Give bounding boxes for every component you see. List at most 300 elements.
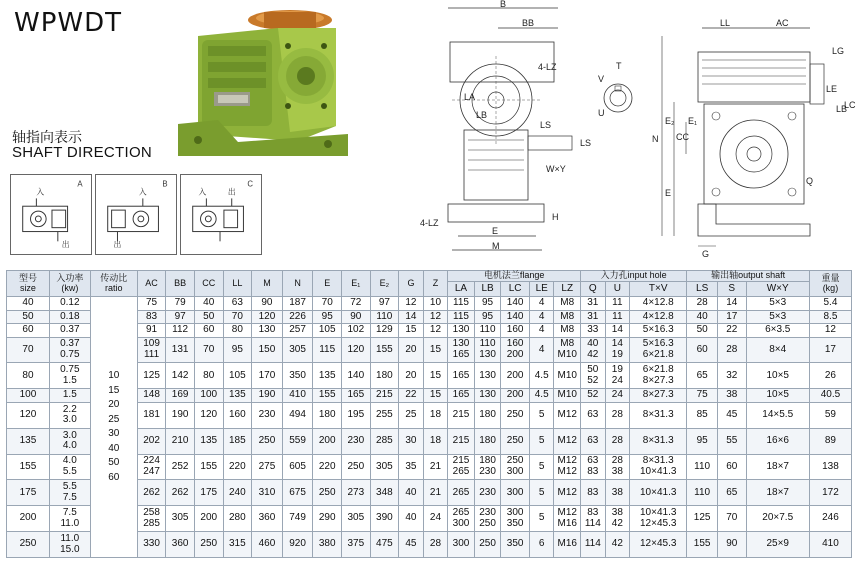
dim-e: E <box>492 226 499 236</box>
cell-cc: 120 <box>194 402 223 428</box>
dim-q: Q <box>806 176 814 186</box>
cell-u: 19 24 <box>605 363 630 389</box>
header-power: 入功率 (kw) <box>49 271 90 297</box>
cell-cc: 250 <box>194 532 223 558</box>
cell-size: 70 <box>7 337 50 363</box>
cell-lz: M12 <box>554 402 581 428</box>
cell-size: 100 <box>7 389 50 403</box>
dim-b: B <box>500 0 507 9</box>
direction-c-in: 入 <box>198 187 207 197</box>
cell-cc: 70 <box>194 337 223 363</box>
header-n: N <box>282 271 313 297</box>
cell-lc: 300 350 <box>501 506 530 532</box>
cell-s: 70 <box>717 506 746 532</box>
cell-le: 4.5 <box>529 389 554 403</box>
cell-q: 83 <box>581 480 606 506</box>
cell-e: 180 <box>313 402 342 428</box>
dim-lb-side: LB <box>836 104 848 114</box>
direction-c-out: 出 <box>227 187 236 197</box>
cell-ls: 75 <box>687 389 718 403</box>
header-input-group: 入力孔input hole <box>581 271 687 282</box>
cell-m: 460 <box>252 532 283 558</box>
cell-z: 24 <box>423 506 448 532</box>
shaft-direction-a <box>10 174 92 255</box>
dim-g: G <box>702 249 710 259</box>
cell-e2: 215 <box>370 389 399 403</box>
cell-wy: 10×5 <box>746 363 809 389</box>
shaft-direction-c <box>180 174 262 255</box>
cell-q: 63 <box>581 402 606 428</box>
cell-bb: 142 <box>166 363 195 389</box>
cell-tv: 8×27.3 <box>630 389 687 403</box>
dim-bb: BB <box>522 18 535 28</box>
cell-wy: 5×3 <box>746 297 809 311</box>
header-s: S <box>717 282 746 297</box>
cell-ac: 330 <box>137 532 166 558</box>
cell-ac: 181 <box>137 402 166 428</box>
cell-lb: 130 <box>474 389 501 403</box>
cell-kg: 172 <box>809 480 851 506</box>
cell-lb: 110 <box>474 324 501 338</box>
header-e: E <box>313 271 342 297</box>
cell-tv: 4×12.8 <box>630 310 687 324</box>
cell-u: 11 <box>605 297 630 311</box>
cell-e1: 273 <box>342 480 371 506</box>
cell-e1: 165 <box>342 389 371 403</box>
header-ls: LS <box>687 282 718 297</box>
cell-e1: 375 <box>342 532 371 558</box>
cell-ls: 40 <box>687 310 718 324</box>
cell-e: 135 <box>313 363 342 389</box>
cell-u: 28 <box>605 428 630 454</box>
cell-bb: 262 <box>166 480 195 506</box>
cell-e1: 140 <box>342 363 371 389</box>
cell-le: 5 <box>529 402 554 428</box>
cell-e1: 305 <box>342 506 371 532</box>
cell-g: 40 <box>399 506 424 532</box>
cell-q: 31 <box>581 297 606 311</box>
cell-m: 130 <box>252 324 283 338</box>
cell-s: 22 <box>717 324 746 338</box>
cell-bb: 305 <box>166 506 195 532</box>
cell-s: 65 <box>717 480 746 506</box>
header-le: LE <box>529 282 554 297</box>
cell-e1: 102 <box>342 324 371 338</box>
label-v: V <box>598 74 605 84</box>
cell-s: 60 <box>717 454 746 480</box>
cell-m: 120 <box>252 310 283 324</box>
cell-tv: 10×41.3 <box>630 480 687 506</box>
cell-lb: 110 130 <box>474 337 501 363</box>
cell-e2: 390 <box>370 506 399 532</box>
header-u: U <box>605 282 630 297</box>
cell-ls: 85 <box>687 402 718 428</box>
cell-e2: 475 <box>370 532 399 558</box>
cell-g: 20 <box>399 337 424 363</box>
cell-lz: M12 <box>554 480 581 506</box>
header-ll: LL <box>223 271 252 297</box>
cell-e1: 195 <box>342 402 371 428</box>
cell-e: 70 <box>313 297 342 311</box>
cell-tv: 8×31.3 <box>630 402 687 428</box>
cell-e2: 110 <box>370 310 399 324</box>
cell-wy: 16×6 <box>746 428 809 454</box>
direction-a-letter: A <box>77 179 83 189</box>
cell-kg: 89 <box>809 428 851 454</box>
cell-e: 380 <box>313 532 342 558</box>
cell-e1: 120 <box>342 337 371 363</box>
cell-size: 135 <box>7 428 50 454</box>
cell-u: 42 <box>605 532 630 558</box>
cell-n: 257 <box>282 324 313 338</box>
cell-kg: 59 <box>809 402 851 428</box>
cell-lc: 160 200 <box>501 337 530 363</box>
cell-le: 4.5 <box>529 363 554 389</box>
cell-u: 14 <box>605 324 630 338</box>
cell-lz: M10 <box>554 363 581 389</box>
cell-n: 226 <box>282 310 313 324</box>
cell-m: 250 <box>252 428 283 454</box>
cell-power: 7.5 11.0 <box>49 506 90 532</box>
cell-bb: 210 <box>166 428 195 454</box>
cell-size: 80 <box>7 363 50 389</box>
cell-m: 310 <box>252 480 283 506</box>
cell-lz: M16 <box>554 532 581 558</box>
cell-kg: 40.5 <box>809 389 851 403</box>
header-output-group: 输出轴output shaft <box>687 271 810 282</box>
dim-lg: LG <box>832 46 845 56</box>
header-size: 型号 size <box>7 271 50 297</box>
cell-bb: 79 <box>166 297 195 311</box>
cell-la: 265 <box>448 480 475 506</box>
cell-lc: 250 300 <box>501 454 530 480</box>
cell-la: 130 165 <box>448 337 475 363</box>
spec-table-body <box>7 297 852 558</box>
cell-e: 155 <box>313 389 342 403</box>
cell-ac: 258 285 <box>137 506 166 532</box>
header-cc: CC <box>194 271 223 297</box>
cell-lb: 95 <box>474 297 501 311</box>
cell-e2: 180 <box>370 363 399 389</box>
dim-ac: AC <box>776 18 789 28</box>
cell-lz: M12 <box>554 428 581 454</box>
spec-table-container <box>6 270 852 558</box>
cell-lc: 200 <box>501 389 530 403</box>
cell-ls: 65 <box>687 363 718 389</box>
cell-n: 605 <box>282 454 313 480</box>
cell-le: 4 <box>529 337 554 363</box>
dim-le: LE <box>826 84 838 94</box>
cell-e1: 72 <box>342 297 371 311</box>
cell-e1: 90 <box>342 310 371 324</box>
cell-z: 10 <box>423 297 448 311</box>
cell-ls: 60 <box>687 337 718 363</box>
cell-bb: 169 <box>166 389 195 403</box>
dim-lc-side: LC <box>844 100 856 110</box>
cell-size: 40 <box>7 297 50 311</box>
cell-ac: 148 <box>137 389 166 403</box>
front-view-drawing <box>418 0 598 258</box>
header-z: Z <box>423 271 448 297</box>
cell-lc: 300 <box>501 480 530 506</box>
label-ls: LS <box>540 120 552 130</box>
cell-m: 150 <box>252 337 283 363</box>
cell-z: 18 <box>423 402 448 428</box>
cell-tv: 8×31.3 10×41.3 <box>630 454 687 480</box>
cell-power: 5.5 7.5 <box>49 480 90 506</box>
label-t: T <box>616 61 622 71</box>
cell-lb: 230 <box>474 480 501 506</box>
cell-g: 14 <box>399 310 424 324</box>
cell-kg: 410 <box>809 532 851 558</box>
cell-n: 305 <box>282 337 313 363</box>
cell-size: 250 <box>7 532 50 558</box>
cell-bb: 97 <box>166 310 195 324</box>
cell-lz: M12 M12 <box>554 454 581 480</box>
cell-wy: 6×3.5 <box>746 324 809 338</box>
cell-ac: 262 <box>137 480 166 506</box>
cell-lz: M12 M16 <box>554 506 581 532</box>
cell-power: 0.37 0.75 <box>49 337 90 363</box>
cell-ls: 110 <box>687 480 718 506</box>
cell-la: 115 <box>448 297 475 311</box>
cell-le: 5 <box>529 454 554 480</box>
cell-z: 15 <box>423 363 448 389</box>
cell-power: 2.2 3.0 <box>49 402 90 428</box>
cell-kg: 246 <box>809 506 851 532</box>
header-m: M <box>252 271 283 297</box>
cell-ll: 220 <box>223 454 252 480</box>
cell-bb: 360 <box>166 532 195 558</box>
dim-e2: E₂ <box>665 116 675 126</box>
cell-u: 28 38 <box>605 454 630 480</box>
cell-ac: 125 <box>137 363 166 389</box>
cell-lb: 250 <box>474 532 501 558</box>
cell-s: 17 <box>717 310 746 324</box>
cell-lz: M8 <box>554 310 581 324</box>
cell-e2: 155 <box>370 337 399 363</box>
dim-e-side: E <box>665 188 672 198</box>
header-weight: 重量 (kg) <box>809 271 851 297</box>
gearbox-image <box>178 6 374 166</box>
cell-kg: 12 <box>809 324 851 338</box>
cell-z: 12 <box>423 310 448 324</box>
cell-n: 187 <box>282 297 313 311</box>
cell-s: 45 <box>717 402 746 428</box>
shaft-direction-en: SHAFT DIRECTION <box>12 144 153 161</box>
cell-q: 50 52 <box>581 363 606 389</box>
cell-power: 0.37 <box>49 324 90 338</box>
cell-s: 32 <box>717 363 746 389</box>
cell-e1: 250 <box>342 454 371 480</box>
header-lb: LB <box>474 282 501 297</box>
cell-u: 38 42 <box>605 506 630 532</box>
direction-b-in: 入 <box>138 187 147 197</box>
cell-bb: 190 <box>166 402 195 428</box>
cell-size: 50 <box>7 310 50 324</box>
cell-z: 18 <box>423 428 448 454</box>
cell-ls: 95 <box>687 428 718 454</box>
cell-ll: 185 <box>223 428 252 454</box>
cell-lc: 350 <box>501 532 530 558</box>
cell-g: 40 <box>399 480 424 506</box>
header-q: Q <box>581 282 606 297</box>
cell-n: 920 <box>282 532 313 558</box>
cell-u: 24 <box>605 389 630 403</box>
cell-ac: 224 247 <box>137 454 166 480</box>
cell-bb: 252 <box>166 454 195 480</box>
cell-e: 105 <box>313 324 342 338</box>
header-la: LA <box>448 282 475 297</box>
header-g: G <box>399 271 424 297</box>
label-4-lz-top: 4-LZ <box>538 62 557 72</box>
cell-ll: 63 <box>223 297 252 311</box>
cell-ac: 83 <box>137 310 166 324</box>
cell-n: 350 <box>282 363 313 389</box>
cell-z: 21 <box>423 454 448 480</box>
cell-power: 0.18 <box>49 310 90 324</box>
cell-lb: 180 230 <box>474 454 501 480</box>
cell-g: 15 <box>399 324 424 338</box>
cell-wy: 20×7.5 <box>746 506 809 532</box>
cell-q: 63 83 <box>581 454 606 480</box>
label-la: LA <box>464 92 476 102</box>
cell-tv: 8×31.3 <box>630 428 687 454</box>
cell-power: 1.5 <box>49 389 90 403</box>
cell-cc: 135 <box>194 428 223 454</box>
cell-e: 290 <box>313 506 342 532</box>
cell-tv: 5×16.3 <box>630 324 687 338</box>
cell-lc: 200 <box>501 363 530 389</box>
cell-wy: 10×5 <box>746 389 809 403</box>
cell-s: 55 <box>717 428 746 454</box>
cell-e1: 230 <box>342 428 371 454</box>
cell-la: 165 <box>448 389 475 403</box>
spec-table <box>6 270 852 558</box>
cell-e: 200 <box>313 428 342 454</box>
cell-e: 115 <box>313 337 342 363</box>
direction-a-out: 出 <box>61 240 70 250</box>
cell-u: 11 <box>605 310 630 324</box>
direction-c-letter: C <box>247 179 253 189</box>
header-ratio: 传动比 ratio <box>90 271 137 297</box>
cell-la: 215 <box>448 402 475 428</box>
cell-e: 95 <box>313 310 342 324</box>
cell-kg: 26 <box>809 363 851 389</box>
cell-le: 6 <box>529 532 554 558</box>
header-lc: LC <box>501 282 530 297</box>
cell-ll: 95 <box>223 337 252 363</box>
cell-ll: 280 <box>223 506 252 532</box>
cell-le: 4 <box>529 310 554 324</box>
cell-g: 22 <box>399 389 424 403</box>
cell-wy: 25×9 <box>746 532 809 558</box>
header-e1: E₁ <box>342 271 371 297</box>
dim-h: H <box>552 212 559 222</box>
cell-e: 250 <box>313 480 342 506</box>
cell-la: 165 <box>448 363 475 389</box>
cell-wy: 18×7 <box>746 480 809 506</box>
cell-z: 15 <box>423 389 448 403</box>
cell-lb: 180 <box>474 428 501 454</box>
cell-tv: 10×41.3 12×45.3 <box>630 506 687 532</box>
cell-z: 21 <box>423 480 448 506</box>
cell-ll: 105 <box>223 363 252 389</box>
cell-tv: 6×21.8 8×27.3 <box>630 363 687 389</box>
label-wxy: W×Y <box>546 164 566 174</box>
page-title: WPWDT <box>14 8 122 38</box>
cell-le: 4 <box>529 324 554 338</box>
cell-cc: 100 <box>194 389 223 403</box>
cell-la: 215 <box>448 428 475 454</box>
keyway-drawing <box>598 60 638 130</box>
dim-e1: E₁ <box>688 116 698 126</box>
cell-cc: 155 <box>194 454 223 480</box>
cell-ll: 160 <box>223 402 252 428</box>
cell-cc: 50 <box>194 310 223 324</box>
cell-size: 60 <box>7 324 50 338</box>
cell-q: 33 <box>581 324 606 338</box>
cell-ls: 110 <box>687 454 718 480</box>
cell-ll: 240 <box>223 480 252 506</box>
cell-ac: 109 111 <box>137 337 166 363</box>
cell-lc: 140 <box>501 297 530 311</box>
cell-ll: 70 <box>223 310 252 324</box>
cell-ls: 28 <box>687 297 718 311</box>
cell-e: 220 <box>313 454 342 480</box>
cell-g: 12 <box>399 297 424 311</box>
cell-wy: 18×7 <box>746 454 809 480</box>
header-txv: T×V <box>630 282 687 297</box>
cell-le: 5 <box>529 428 554 454</box>
header-lz: LZ <box>554 282 581 297</box>
side-view-drawing <box>640 12 854 260</box>
cell-u: 38 <box>605 480 630 506</box>
header-wxy: W×Y <box>746 282 809 297</box>
cell-lb: 95 <box>474 310 501 324</box>
cell-s: 14 <box>717 297 746 311</box>
cell-la: 265 300 <box>448 506 475 532</box>
cell-ac: 91 <box>137 324 166 338</box>
cell-e2: 305 <box>370 454 399 480</box>
cell-le: 4 <box>529 297 554 311</box>
cell-g: 20 <box>399 363 424 389</box>
table-row <box>7 297 852 311</box>
cell-lz: M8 M10 <box>554 337 581 363</box>
cell-kg: 8.5 <box>809 310 851 324</box>
direction-b-out: 出 <box>113 240 122 250</box>
cell-kg: 138 <box>809 454 851 480</box>
cell-ac: 75 <box>137 297 166 311</box>
cell-power: 4.0 5.5 <box>49 454 90 480</box>
cell-m: 230 <box>252 402 283 428</box>
cell-n: 494 <box>282 402 313 428</box>
cell-u: 14 19 <box>605 337 630 363</box>
dim-cc: CC <box>676 132 689 142</box>
cell-n: 749 <box>282 506 313 532</box>
cell-power: 11.0 15.0 <box>49 532 90 558</box>
cell-g: 35 <box>399 454 424 480</box>
cell-size: 120 <box>7 402 50 428</box>
cell-e2: 129 <box>370 324 399 338</box>
shaft-direction-cn: 轴指向表示 <box>12 129 82 145</box>
cell-kg: 5.4 <box>809 297 851 311</box>
cell-wy: 5×3 <box>746 310 809 324</box>
label-4-lz-bottom: 4-LZ <box>420 218 439 228</box>
label-s: LS <box>580 138 592 148</box>
cell-lz: M8 <box>554 297 581 311</box>
cell-e2: 285 <box>370 428 399 454</box>
